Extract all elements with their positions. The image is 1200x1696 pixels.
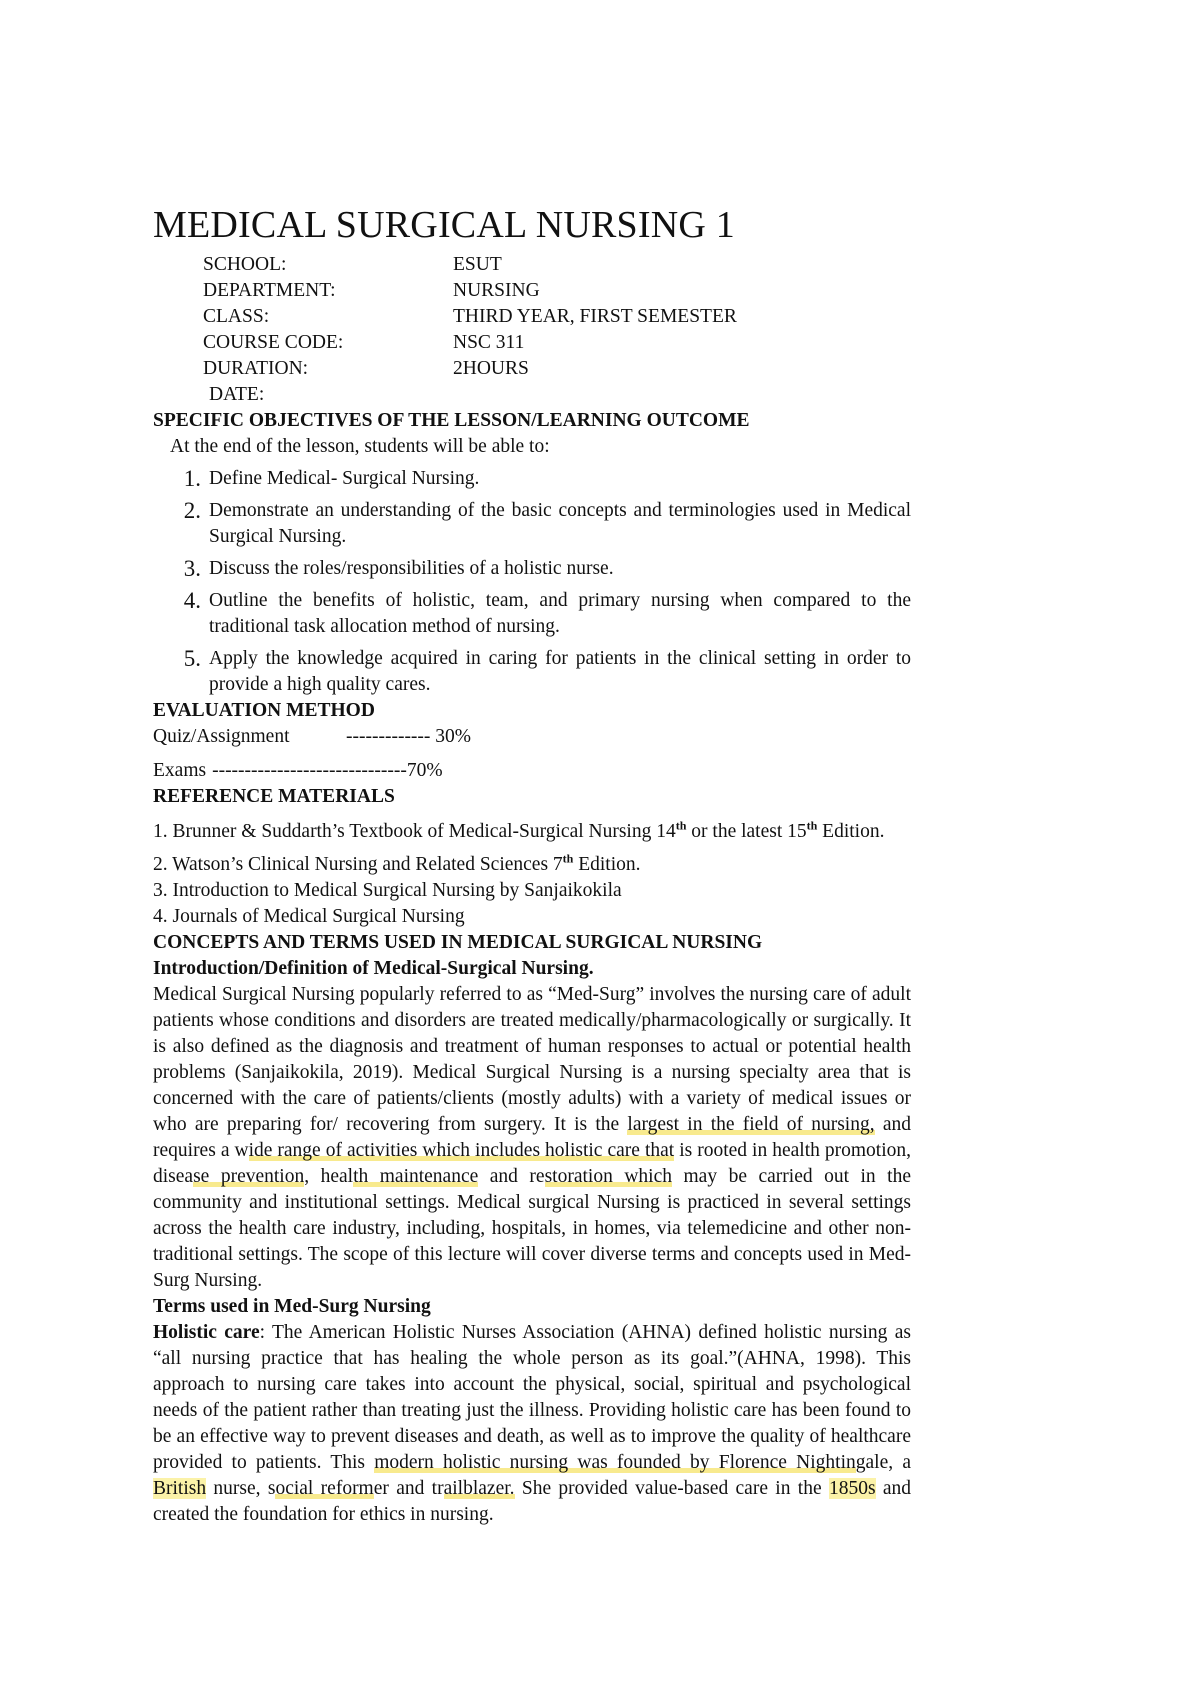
highlight: th maintenance [353,1166,479,1187]
page-title: MEDICAL SURGICAL NURSING 1 [153,204,735,246]
holistic-care-paragraph: Holistic care: The American Holistic Nurses Association (AHNA) defined holistic nursing as “all nursing practice that has healing the whole person as its goal.”(AHNA, 1998). This approach to nursing care takes into account the physical, social, spiritual and psychological needs of the patient rather than treating just the illness. Providing holistic care has been found to be an effective way to prevent diseases and death, as well as to improve the quality of healthcare provided to patients. This modern holistic nursing was founded by Florence Nightingale, a British nurse, social reformer and trailblazer. She provided value-based care in the 1850s and created the foundation for ethics in nursing. [153,1322,912,1525]
list-item [153,498,911,550]
meta-key: DATE: [209,384,265,405]
course-meta-table [203,252,911,408]
meta-row-department [203,278,911,304]
objectives-intro: At the end of the lesson, students will be able to: [170,436,550,457]
reference-item: 4. Journals of Medical Surgical Nursing [153,906,465,927]
meta-value: NSC 311 [453,332,525,353]
meta-row-school [203,252,911,278]
references-heading: REFERENCE MATERIALS [153,786,395,807]
list-item [153,588,911,640]
evaluation-row-quiz [153,724,911,750]
references-list [153,816,911,930]
meta-row-course-code [203,330,911,356]
list-number: 3. [183,556,201,581]
meta-row-date [203,382,911,408]
list-number: 4. [183,588,201,613]
reference-item: 1. Brunner & Suddarth’s Textbook of Medical-Surgical Nursing 14th or the latest 15th Edition. [153,818,885,842]
list-text: Discuss the roles/responsibilities of a holistic nurse. [209,558,614,579]
evaluation-label: Quiz/Assignment [153,726,290,747]
highlight: largest in the field of nursing, [627,1114,875,1135]
list-number: 5. [183,646,201,671]
evaluation-label: Exams [153,760,207,781]
highlight: ocial reform [275,1478,374,1499]
highlight: British [153,1478,207,1499]
term-lead: Holistic care [153,1322,260,1343]
concepts-heading: CONCEPTS AND TERMS USED IN MEDICAL SURGICAL NURSING [153,932,763,953]
highlight: storation which [544,1166,672,1187]
reference-item: 2. Watson’s Clinical Nursing and Related Sciences 7th Edition. [153,851,641,875]
reference-item: 3. Introduction to Medical Surgical Nursing by Sanjaikokila [153,880,622,901]
objectives-list [153,466,911,698]
list-text: Demonstrate an understanding of the basic concepts and terminologies used in Medical Surgical Nursing. [209,500,911,547]
meta-value: NURSING [453,280,540,301]
meta-row-duration [203,356,911,382]
highlight: modern holistic nursing was founded by Florence Nightin [374,1452,856,1473]
meta-row-class [203,304,911,330]
meta-key: CLASS: [203,306,270,327]
meta-value: ESUT [453,254,502,275]
meta-key: SCHOOL: [203,254,287,275]
highlight: 1850s [828,1478,876,1499]
document-body [153,200,911,1528]
list-number: 2. [183,498,201,523]
objectives-heading: SPECIFIC OBJECTIVES OF THE LESSON/LEARNING OUTCOME [153,410,750,431]
list-item [153,646,911,698]
evaluation-row-exams [153,758,911,784]
terms-heading: Terms used in Med-Surg Nursing [153,1296,431,1317]
list-text: Define Medical- Surgical Nursing. [209,468,480,489]
introduction-paragraph: Medical Surgical Nursing popularly referred to as “Med-Surg” involves the nursing care of adult patients whose conditions and disorders are treated medically/pharmacologically or surgically. It is also defined as the diagnosis and treatment of human responses to actual or potential health problems (Sanjaikokila, 2019). Medical Surgical Nursing is a nursing specialty area that is concerned with the care of patients/clients (mostly adults) with a variety of medical issues or who are preparing for/ recovering from surgery. It is the largest in the field of nursing, and requires a wide range of activities which includes holistic care that is rooted in health promotion, disease prevention, health maintenance and restoration which may be carried out in the community and institutional settings. Medical surgical Nursing is practiced in several settings across the health care industry, including, hospitals, in homes, via telemedicine and other non- traditional settings. The scope of this lecture will cover diverse terms and concepts used in Med-Surg Nursing. [153,984,912,1291]
list-item [153,556,911,582]
meta-key: DURATION: [203,358,309,379]
highlight: ailblazer. [443,1478,515,1499]
list-item [153,466,911,492]
meta-key: DEPARTMENT: [203,280,336,301]
meta-key: COURSE CODE: [203,332,344,353]
list-text: Outline the benefits of holistic, team, and primary nursing when compared to the traditional task allocation method of nursing. [209,590,911,637]
highlight: ide range of activities which includes holistic care that [248,1140,675,1161]
meta-value: THIRD YEAR, FIRST SEMESTER [453,306,737,327]
meta-value: 2HOURS [453,358,529,379]
highlight: se prevention [193,1166,305,1187]
introduction-subheading: Introduction/Definition of Medical-Surgical Nursing. [153,958,594,979]
list-number: 1. [183,466,201,491]
list-text: Apply the knowledge acquired in caring for patients in the clinical setting in order to provide a high quality cares. [209,648,911,695]
evaluation-weight: ------------------------------70% [212,760,443,781]
evaluation-heading: EVALUATION METHOD [153,700,375,721]
evaluation-weight: ------------- 30% [346,726,472,747]
